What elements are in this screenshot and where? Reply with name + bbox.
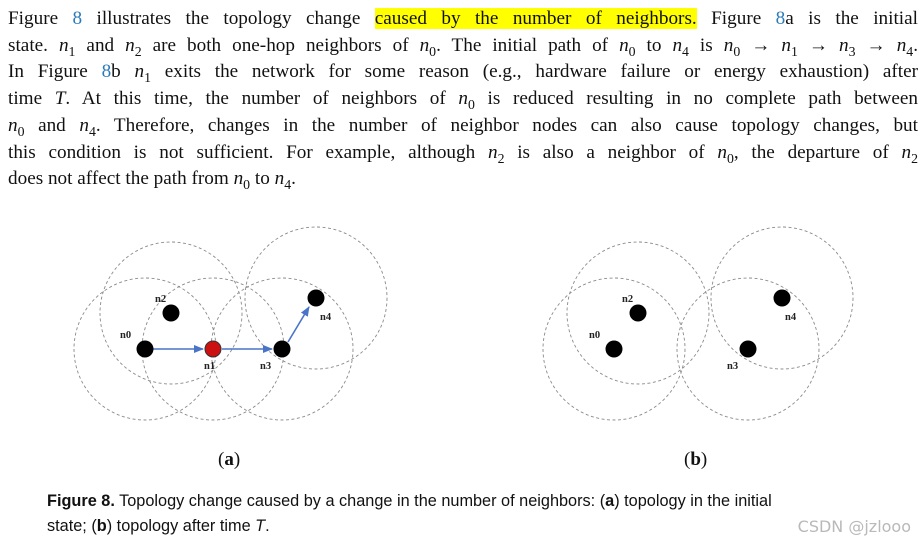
subfigure-label-a: (a)	[218, 449, 241, 470]
watermark: CSDN @jzlooo	[797, 517, 911, 536]
label-n3: n3	[260, 361, 272, 372]
subfigure-label-b: (b)	[684, 449, 708, 470]
node-n3	[740, 341, 757, 358]
label-n3: n3	[727, 361, 739, 372]
para-line-4: time T. At this time, the number of neighbors of $n_0$ is reduced resulting in no complete path between	[8, 88, 919, 112]
label-n0: n0	[589, 330, 601, 341]
label-n4: n4	[320, 312, 332, 323]
label-n2: n2	[155, 294, 167, 305]
node-n2	[630, 305, 647, 322]
label-n1: n1	[204, 361, 216, 372]
caption-label: Figure 8.	[47, 492, 115, 510]
para-line-3: In Figure 8b $n_1$ exits the network for some reason (e.g., hardware failure or energy exhaustion) after	[8, 61, 919, 86]
para-line-6: this condition is not sufficient. For example, although $n_2$ is also a neighbor of $n_0$, the departure of $n_2$	[8, 141, 918, 166]
para-line-2: state. $n_1$ and $n_2$ are both one-hop neighbors of $n_0$. The initial path of $n_0$ to $n_4$ is $n_0 \to n_1 \to n_3 \to n_4$.	[8, 34, 918, 59]
para-line-7: does not affect the path from $n_0$ to $n_4$.	[8, 168, 296, 193]
figure-reference[interactable]: 8	[101, 61, 112, 83]
figure-reference[interactable]: 8	[72, 8, 83, 29]
para-line-5: $n_0$ and $n_4$. Therefore, changes in the number of neighbor nodes can also cause topology changes, but	[8, 114, 918, 139]
label-n0: n0	[120, 330, 132, 341]
figure-caption: Figure 8. Topology change caused by a change in the number of neighbors: (a) topology in the initial state; (b) topology after time T.	[47, 492, 772, 535]
node-n4	[774, 290, 791, 307]
highlighted-text: caused by the number of neighbors.	[374, 8, 697, 29]
node-n0	[606, 341, 623, 358]
figure-reference[interactable]: 8	[775, 8, 786, 29]
para-line-1: Figure 8 illustrates the topology change caused by the number of neighbors. Figure 8a is the initial	[8, 8, 918, 29]
label-n2: n2	[622, 294, 634, 305]
label-n4: n4	[785, 312, 797, 323]
